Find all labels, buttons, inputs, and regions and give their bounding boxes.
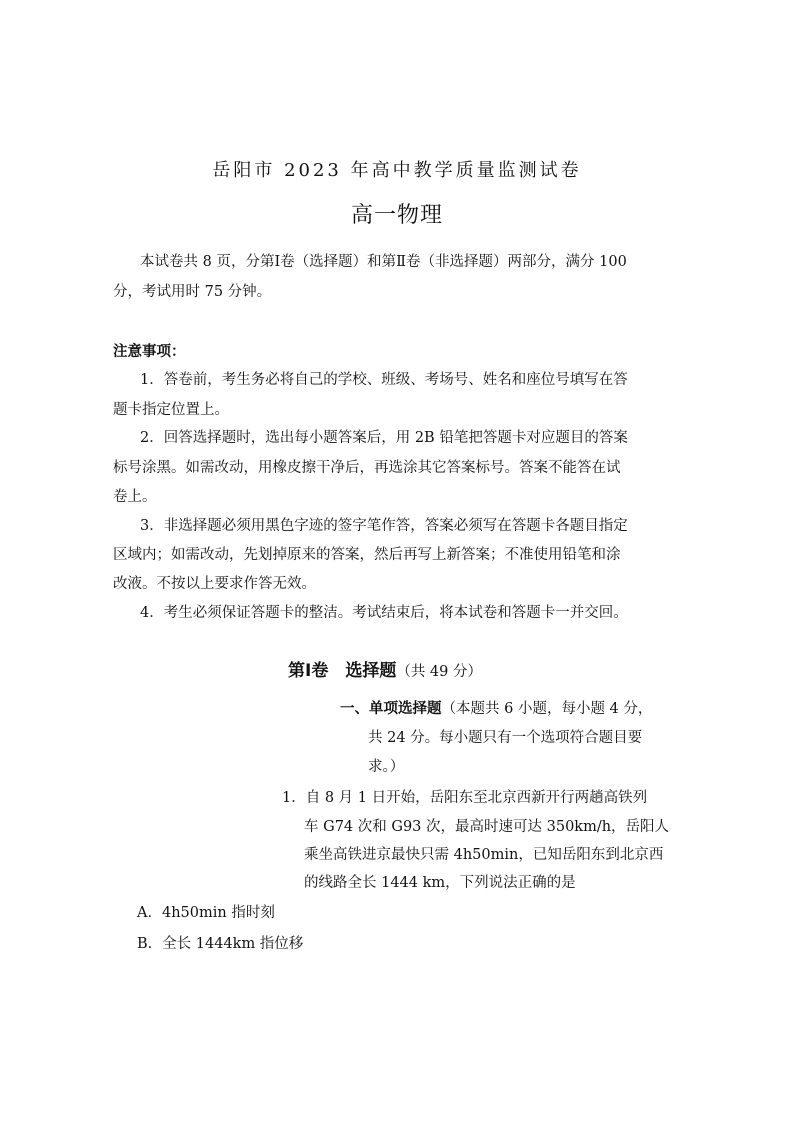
question-1-line: 的线路全长 1444 km，下列说法正确的是: [304, 875, 576, 891]
notes-line: 区域内；如需改动，先划掉原来的答案，然后再写上新答案；不准使用铅笔和涂: [113, 547, 621, 563]
intro-line-2: 分，考试用时 75 分钟。: [113, 284, 272, 300]
section-heading: [288, 656, 482, 681]
notes-line: 改液。不按以上要求作答无效。: [113, 576, 316, 592]
question-1-line: 车 G74 次和 G93 次，最高时速可达 350km/h，岳阳人: [304, 819, 670, 835]
option-b: B．全长 1444km 指位移: [137, 936, 304, 952]
part1-desc-line: 求。）: [368, 759, 405, 775]
notes-line: 4．考生必须保证答题卡的整洁。考试结束后，将本试卷和答题卡一并交回。: [140, 605, 628, 621]
part1-desc-line: 共 24 分。每小题只有一个选项符合题目要: [368, 730, 643, 746]
question-1-line: 1．自 8 月 1 日开始，岳阳东至北京西新开行两趟高铁列: [282, 790, 648, 806]
intro-line-1: 本试卷共 8 页，分第Ⅰ卷（选择题）和第Ⅱ卷（非选择题）两部分，满分 100: [140, 254, 627, 270]
exam-title: 岳阳市 2023 年高中教学质量监测试卷: [212, 160, 582, 181]
part1-title: 一、单项选择题: [340, 701, 442, 717]
notes-line: 题卡指定位置上。: [113, 402, 229, 418]
notes-heading: 注意事项：: [113, 344, 186, 360]
part1-heading: [340, 697, 652, 718]
option-a: A．4h50min 指时刻: [137, 905, 275, 921]
notes-line: 卷上。: [113, 489, 157, 505]
notes-line: 2．回答选择题时，选出每小题答案后，用 2B 铅笔把答题卡对应题目的答案: [140, 430, 628, 446]
notes-line: 3．非选择题必须用黑色字迹的签字笔作答，答案必须写在答题卡各题目指定: [140, 518, 628, 534]
notes-line: 1．答卷前，考生务必将自己的学校、班级、考场号、姓名和座位号填写在答: [140, 372, 628, 388]
notes-line: 标号涂黑。如需改动，用橡皮擦干净后，再选涂其它答案标号。答案不能答在试: [113, 460, 621, 476]
section-score: （共 49 分）: [396, 664, 482, 680]
part1-desc: （本题共 6 小题，每小题 4 分，: [441, 701, 653, 717]
section-title: 第Ⅰ卷 选择题: [288, 661, 397, 681]
subject-title: 高一物理: [350, 203, 443, 228]
question-1-line: 乘坐高铁进京最快只需 4h50min，已知岳阳东到北京西: [304, 847, 664, 863]
